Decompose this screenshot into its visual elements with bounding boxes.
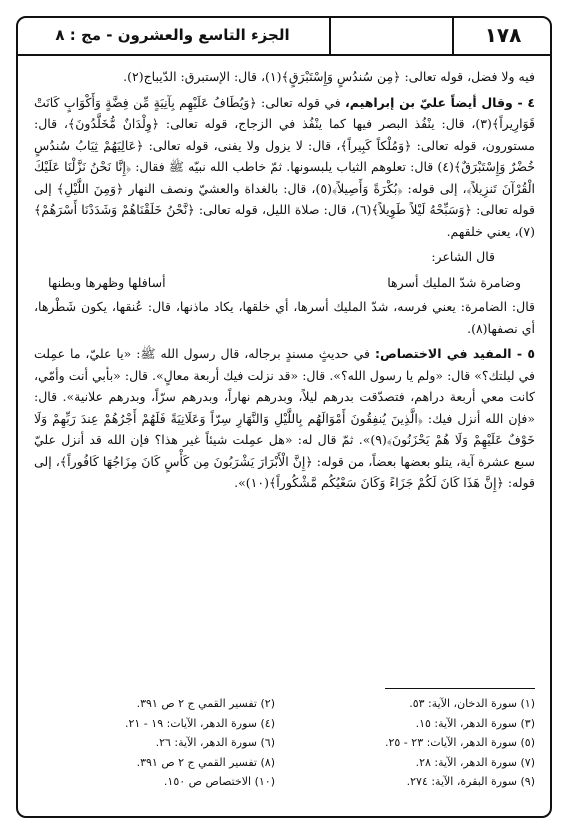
footnote-9: (٩) سورة البقرة، الآية: ٢٧٤. [406,775,535,788]
poem-verse [48,272,521,294]
footnote-6: (٦) سورة الدهر، الآية: ٢٦. [155,736,275,749]
footnote-7: (٧) سورة الدهر، الآية: ٢٨. [415,755,535,769]
verse-second-hemistich: أسافلها وظهرها وبطنها [48,274,166,290]
footnotes-left-column [35,694,275,792]
footnote-2: (٢) تفسير القمي ج ٢ ص ٣٩١. [136,697,275,710]
paragraph-1: فيه ولا فضل، قوله تعالى: ﴿مِن سُندُسٍ وَإِسْتَبْرَقٍ﴾(١)، قال: الإستبرق: الدّيباج(٢). [123,69,535,84]
section-4-text: في قوله تعالى: ﴿وَيُطَافُ عَلَيْهِم بِآنِيَةٍ مِّن فِضَّةٍ وَأَكْوَابٍ كَانَتْ قَوَارِيراً﴾(٣)، قال: ينْفُذ البصر فيها كما ينْفُذ في الزجاج، قوله تعالى: ﴿وِلْدَانٌ مُّخَلَّدُونَ﴾، قال: مستورون، قوله تعالى: ﴿وَمُلْكاً كَبِيراً﴾، قال: لا يزول ولا يفنى، قوله تعالى: ﴿عَالِيَهُمْ ثِيَابُ سُندُسٍ خُضْرٌ وَإِسْتَبْرَقٌ﴾(٤) قال: تعلوهم الثياب يلبسونها. ثمّ خاطب الله نبيّه ﷺ فقال: ﴿إِنَّا نَحْنُ نَزَّلْنَا عَلَيْكَ الْقُرْآنَ تَنزِيلاً﴾، إلى قوله: ﴿بُكْرَةً وَأَصِيلاً﴾(٥)، قال: بالغداة والعشيّ ونصف النهار ﴿وَمِنَ اللَّيْلِ﴾ إلى قوله تعالى: ﴿وَسَبِّحْهُ لَيْلاً طَوِيلاً﴾(٦)، قال: صلاة الليل، قوله تعالى: ﴿نَّحْنُ خَلَقْنَاهُمْ وَشَدَدْنَا أَسْرَهُمْ﴾(٧)، يعني خلقهم. [34,94,535,239]
poet-intro: قال الشاعر: [431,249,495,264]
section-5-title: ٥ - المفيد في الاختصاص: [374,346,535,361]
footnote-10: (١٠) الاختصاص ص ١٥٠. [163,775,275,788]
footnotes-right-column [295,694,535,792]
footnote-5: (٥) سورة الدهر، الآيات: ٢٣ - ٢٥. [384,736,535,749]
section-4 [34,92,535,243]
verse-explanation: قال: الضامرة: يعني فرسه، شدّ المليك أسرها، أي خلقها، يكاد ماذنها، قال: عُنقها، يكون شَطْرها، أي نصفها(٨). [34,299,535,336]
footnote-4: (٤) سورة الدهر، الآيات: ١٩ - ٢١. [124,716,275,730]
running-title: الجزء التاسع والعشرون - مج : ٨ [16,16,331,54]
footnotes [34,694,535,804]
footnote-3: (٣) سورة الدهر، الآية: ١٥. [415,716,535,730]
footnote-1: (١) سورة الدخان، الآية: ٥٣. [409,697,535,710]
section-5 [34,343,535,494]
verse-first-hemistich: وضامرة شدّ المليك أسرها [387,274,521,290]
page-number: ١٧٨ [452,16,552,54]
main-text [34,66,535,676]
section-4-title: ٤ - وقال أيضاً عليّ بن إبراهيم، [345,94,536,110]
page-header [16,16,552,56]
footnote-8: (٨) تفسير القمي ج ٢ ص ٣٩١. [136,755,275,769]
section-5-text: في حديثٍ مسندٍ برجاله، قال رسول الله ﷺ: «يا عليّ، ما عمِلت في ليلتك؟» قال: «ولم يا رسول الله؟». قال: «قد نزلت فيك أربعة معالٍ». قال: «بأبي أنت وأمّي، كانت معي أربعة دراهم، فتصدّقت بدرهم ليلاً، وبدرهم نهاراً، وبدرهم سرّاً، وبدرهم علانية». قال: «فإن الله أنزل فيك: ﴿الَّذِينَ يُنفِقُونَ أَمْوَالَهُم بِاللَّيْلِ وَالنَّهَارِ سِرّاً وَعَلَانِيَةً فَلَهُمْ أَجْرُهُمْ عِندَ رَبِّهِمْ وَلَا خَوْفٌ عَلَيْهِمْ وَلَا هُمْ يَحْزَنُونَ﴾(٩)». ثمّ قال له: «هل عمِلت شيئاً غير هذا؟ فإن الله قد أنزل عليّ سبع عشرة آية، يتلو بعضها بعضاً، من قوله: ﴿إِنَّ الْأَبْرَارَ يَشْرَبُونَ مِن كَأْسٍ كَانَ مِزَاجُهَا كَافُوراً﴾، إلى قوله: ﴿إِنَّ هَذَا كَانَ لَكُمْ جَزَاءً وَكَانَ سَعْيُكُم مَّشْكُوراً﴾(١٠)». [34,346,536,490]
footnote-separator [385,688,535,689]
